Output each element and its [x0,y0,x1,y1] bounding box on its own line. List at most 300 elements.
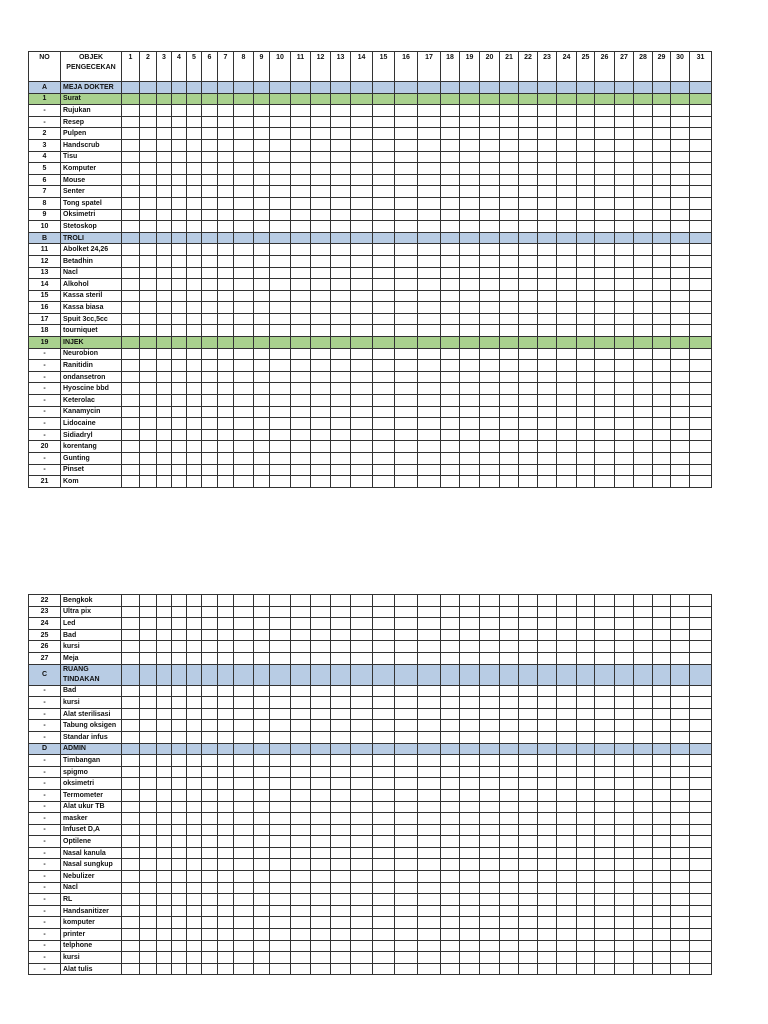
day-check-cell[interactable] [418,476,441,488]
day-check-cell[interactable] [270,871,291,883]
day-check-cell[interactable] [140,360,157,372]
day-check-cell[interactable] [557,197,577,209]
day-check-cell[interactable] [291,418,311,430]
day-check-cell[interactable] [557,824,577,836]
day-check-cell[interactable] [690,606,712,618]
day-check-cell[interactable] [140,244,157,256]
day-check-cell[interactable] [331,302,351,314]
day-check-cell[interactable] [187,395,202,407]
day-check-cell[interactable] [418,302,441,314]
day-check-cell[interactable] [557,82,577,94]
day-check-cell[interactable] [557,105,577,117]
day-check-cell[interactable] [291,244,311,256]
day-check-cell[interactable] [460,337,480,349]
day-check-cell[interactable] [373,697,395,709]
day-check-cell[interactable] [331,766,351,778]
day-check-cell[interactable] [538,279,557,291]
day-check-cell[interactable] [331,429,351,441]
day-check-cell[interactable] [615,801,634,813]
day-check-cell[interactable] [653,82,671,94]
day-check-cell[interactable] [291,664,311,685]
day-check-cell[interactable] [671,128,690,140]
day-check-cell[interactable] [331,929,351,941]
day-check-cell[interactable] [122,151,140,163]
day-check-cell[interactable] [187,429,202,441]
day-check-cell[interactable] [218,595,234,607]
day-check-cell[interactable] [595,197,615,209]
day-check-cell[interactable] [653,641,671,653]
day-check-cell[interactable] [291,186,311,198]
day-check-cell[interactable] [500,766,519,778]
day-check-cell[interactable] [634,929,653,941]
day-check-cell[interactable] [351,290,373,302]
day-check-cell[interactable] [595,337,615,349]
day-check-cell[interactable] [202,708,218,720]
day-check-cell[interactable] [500,685,519,697]
day-check-cell[interactable] [311,255,331,267]
day-check-cell[interactable] [460,940,480,952]
day-check-cell[interactable] [519,313,538,325]
day-check-cell[interactable] [254,313,270,325]
day-check-cell[interactable] [254,731,270,743]
day-check-cell[interactable] [480,697,500,709]
day-check-cell[interactable] [395,743,418,755]
day-check-cell[interactable] [615,894,634,906]
day-check-cell[interactable] [500,652,519,664]
day-check-cell[interactable] [218,789,234,801]
day-check-cell[interactable] [187,105,202,117]
day-check-cell[interactable] [460,128,480,140]
day-check-cell[interactable] [671,453,690,465]
day-check-cell[interactable] [254,629,270,641]
day-check-cell[interactable] [519,859,538,871]
day-check-cell[interactable] [519,629,538,641]
day-check-cell[interactable] [202,221,218,233]
day-check-cell[interactable] [418,221,441,233]
day-check-cell[interactable] [218,778,234,790]
day-check-cell[interactable] [202,232,218,244]
day-check-cell[interactable] [557,720,577,732]
day-check-cell[interactable] [418,836,441,848]
day-check-cell[interactable] [634,801,653,813]
day-check-cell[interactable] [291,453,311,465]
day-check-cell[interactable] [441,652,460,664]
day-check-cell[interactable] [187,859,202,871]
day-check-cell[interactable] [395,824,418,836]
day-check-cell[interactable] [331,743,351,755]
day-check-cell[interactable] [254,813,270,825]
day-check-cell[interactable] [291,720,311,732]
day-check-cell[interactable] [395,441,418,453]
day-check-cell[interactable] [140,685,157,697]
day-check-cell[interactable] [234,348,254,360]
day-check-cell[interactable] [519,348,538,360]
day-check-cell[interactable] [538,93,557,105]
day-check-cell[interactable] [254,116,270,128]
day-check-cell[interactable] [519,325,538,337]
day-check-cell[interactable] [331,720,351,732]
day-check-cell[interactable] [519,464,538,476]
day-check-cell[interactable] [157,708,172,720]
day-check-cell[interactable] [373,813,395,825]
day-check-cell[interactable] [291,105,311,117]
day-check-cell[interactable] [441,618,460,630]
day-check-cell[interactable] [690,186,712,198]
day-check-cell[interactable] [122,963,140,975]
day-check-cell[interactable] [270,476,291,488]
day-check-cell[interactable] [234,731,254,743]
day-check-cell[interactable] [441,221,460,233]
day-check-cell[interactable] [254,476,270,488]
day-check-cell[interactable] [441,476,460,488]
day-check-cell[interactable] [418,82,441,94]
day-check-cell[interactable] [595,279,615,291]
day-check-cell[interactable] [480,940,500,952]
day-check-cell[interactable] [441,464,460,476]
day-check-cell[interactable] [291,429,311,441]
day-check-cell[interactable] [351,813,373,825]
day-check-cell[interactable] [291,778,311,790]
day-check-cell[interactable] [172,847,187,859]
day-check-cell[interactable] [311,743,331,755]
day-check-cell[interactable] [311,871,331,883]
day-check-cell[interactable] [187,244,202,256]
day-check-cell[interactable] [595,595,615,607]
day-check-cell[interactable] [373,406,395,418]
day-check-cell[interactable] [157,197,172,209]
day-check-cell[interactable] [671,697,690,709]
day-check-cell[interactable] [373,139,395,151]
day-check-cell[interactable] [634,406,653,418]
day-check-cell[interactable] [595,371,615,383]
day-check-cell[interactable] [500,595,519,607]
day-check-cell[interactable] [218,963,234,975]
day-check-cell[interactable] [441,325,460,337]
day-check-cell[interactable] [615,360,634,372]
day-check-cell[interactable] [557,952,577,964]
day-check-cell[interactable] [218,871,234,883]
day-check-cell[interactable] [615,453,634,465]
day-check-cell[interactable] [254,894,270,906]
day-check-cell[interactable] [202,383,218,395]
day-check-cell[interactable] [653,963,671,975]
day-check-cell[interactable] [634,836,653,848]
day-check-cell[interactable] [351,116,373,128]
day-check-cell[interactable] [254,290,270,302]
day-check-cell[interactable] [331,209,351,221]
day-check-cell[interactable] [202,606,218,618]
day-check-cell[interactable] [595,963,615,975]
day-check-cell[interactable] [395,917,418,929]
day-check-cell[interactable] [373,418,395,430]
day-check-cell[interactable] [634,82,653,94]
day-check-cell[interactable] [254,128,270,140]
day-check-cell[interactable] [577,267,595,279]
day-check-cell[interactable] [218,813,234,825]
day-check-cell[interactable] [254,186,270,198]
day-check-cell[interactable] [351,755,373,767]
day-check-cell[interactable] [577,952,595,964]
day-check-cell[interactable] [441,940,460,952]
day-check-cell[interactable] [538,105,557,117]
day-check-cell[interactable] [460,778,480,790]
day-check-cell[interactable] [671,940,690,952]
day-check-cell[interactable] [373,929,395,941]
day-check-cell[interactable] [671,221,690,233]
day-check-cell[interactable] [351,93,373,105]
day-check-cell[interactable] [202,963,218,975]
day-check-cell[interactable] [615,859,634,871]
day-check-cell[interactable] [418,441,441,453]
day-check-cell[interactable] [577,606,595,618]
day-check-cell[interactable] [270,652,291,664]
day-check-cell[interactable] [615,197,634,209]
day-check-cell[interactable] [557,429,577,441]
day-check-cell[interactable] [671,302,690,314]
day-check-cell[interactable] [441,82,460,94]
day-check-cell[interactable] [172,232,187,244]
day-check-cell[interactable] [218,429,234,441]
day-check-cell[interactable] [595,82,615,94]
day-check-cell[interactable] [140,766,157,778]
day-check-cell[interactable] [351,418,373,430]
day-check-cell[interactable] [311,940,331,952]
day-check-cell[interactable] [172,801,187,813]
day-check-cell[interactable] [157,905,172,917]
day-check-cell[interactable] [311,290,331,302]
day-check-cell[interactable] [202,371,218,383]
day-check-cell[interactable] [595,429,615,441]
day-check-cell[interactable] [690,464,712,476]
day-check-cell[interactable] [577,383,595,395]
day-check-cell[interactable] [634,755,653,767]
day-check-cell[interactable] [441,151,460,163]
day-check-cell[interactable] [331,163,351,175]
day-check-cell[interactable] [557,664,577,685]
day-check-cell[interactable] [653,595,671,607]
day-check-cell[interactable] [270,82,291,94]
day-check-cell[interactable] [172,464,187,476]
day-check-cell[interactable] [671,720,690,732]
day-check-cell[interactable] [218,186,234,198]
day-check-cell[interactable] [671,708,690,720]
day-check-cell[interactable] [690,952,712,964]
day-check-cell[interactable] [351,801,373,813]
day-check-cell[interactable] [234,755,254,767]
day-check-cell[interactable] [395,453,418,465]
day-check-cell[interactable] [202,813,218,825]
day-check-cell[interactable] [311,629,331,641]
day-check-cell[interactable] [418,963,441,975]
day-check-cell[interactable] [538,395,557,407]
day-check-cell[interactable] [615,629,634,641]
day-check-cell[interactable] [653,929,671,941]
day-check-cell[interactable] [500,824,519,836]
day-check-cell[interactable] [202,836,218,848]
day-check-cell[interactable] [557,859,577,871]
day-check-cell[interactable] [557,279,577,291]
day-check-cell[interactable] [577,441,595,453]
day-check-cell[interactable] [634,464,653,476]
day-check-cell[interactable] [441,383,460,395]
day-check-cell[interactable] [460,917,480,929]
day-check-cell[interactable] [690,629,712,641]
day-check-cell[interactable] [519,595,538,607]
day-check-cell[interactable] [538,859,557,871]
day-check-cell[interactable] [538,82,557,94]
day-check-cell[interactable] [202,429,218,441]
day-check-cell[interactable] [187,871,202,883]
day-check-cell[interactable] [671,418,690,430]
day-check-cell[interactable] [140,940,157,952]
day-check-cell[interactable] [500,929,519,941]
day-check-cell[interactable] [234,813,254,825]
day-check-cell[interactable] [187,720,202,732]
day-check-cell[interactable] [519,406,538,418]
day-check-cell[interactable] [122,871,140,883]
day-check-cell[interactable] [615,940,634,952]
day-check-cell[interactable] [172,629,187,641]
day-check-cell[interactable] [373,186,395,198]
day-check-cell[interactable] [480,847,500,859]
day-check-cell[interactable] [634,139,653,151]
day-check-cell[interactable] [615,406,634,418]
day-check-cell[interactable] [577,917,595,929]
day-check-cell[interactable] [480,595,500,607]
day-check-cell[interactable] [480,629,500,641]
day-check-cell[interactable] [500,163,519,175]
day-check-cell[interactable] [157,418,172,430]
day-check-cell[interactable] [615,93,634,105]
day-check-cell[interactable] [187,325,202,337]
day-check-cell[interactable] [595,778,615,790]
day-check-cell[interactable] [690,429,712,441]
day-check-cell[interactable] [460,743,480,755]
day-check-cell[interactable] [331,174,351,186]
day-check-cell[interactable] [351,847,373,859]
day-check-cell[interactable] [172,441,187,453]
day-check-cell[interactable] [690,82,712,94]
day-check-cell[interactable] [595,685,615,697]
day-check-cell[interactable] [234,618,254,630]
day-check-cell[interactable] [615,371,634,383]
day-check-cell[interactable] [634,128,653,140]
day-check-cell[interactable] [254,595,270,607]
day-check-cell[interactable] [122,720,140,732]
day-check-cell[interactable] [671,813,690,825]
day-check-cell[interactable] [157,174,172,186]
day-check-cell[interactable] [653,905,671,917]
day-check-cell[interactable] [172,708,187,720]
day-check-cell[interactable] [418,641,441,653]
day-check-cell[interactable] [157,882,172,894]
day-check-cell[interactable] [331,186,351,198]
day-check-cell[interactable] [690,221,712,233]
day-check-cell[interactable] [500,105,519,117]
day-check-cell[interactable] [140,197,157,209]
day-check-cell[interactable] [395,360,418,372]
day-check-cell[interactable] [172,952,187,964]
day-check-cell[interactable] [557,186,577,198]
day-check-cell[interactable] [615,151,634,163]
day-check-cell[interactable] [140,743,157,755]
day-check-cell[interactable] [519,371,538,383]
day-check-cell[interactable] [418,418,441,430]
day-check-cell[interactable] [172,766,187,778]
day-check-cell[interactable] [577,813,595,825]
day-check-cell[interactable] [218,128,234,140]
day-check-cell[interactable] [519,847,538,859]
day-check-cell[interactable] [187,894,202,906]
day-check-cell[interactable] [395,685,418,697]
day-check-cell[interactable] [615,209,634,221]
day-check-cell[interactable] [311,139,331,151]
day-check-cell[interactable] [373,441,395,453]
day-check-cell[interactable] [690,755,712,767]
day-check-cell[interactable] [395,197,418,209]
day-check-cell[interactable] [331,418,351,430]
day-check-cell[interactable] [122,116,140,128]
day-check-cell[interactable] [671,197,690,209]
day-check-cell[interactable] [577,221,595,233]
day-check-cell[interactable] [202,418,218,430]
day-check-cell[interactable] [254,720,270,732]
day-check-cell[interactable] [480,395,500,407]
day-check-cell[interactable] [418,882,441,894]
day-check-cell[interactable] [140,406,157,418]
day-check-cell[interactable] [395,697,418,709]
day-check-cell[interactable] [218,139,234,151]
day-check-cell[interactable] [187,882,202,894]
day-check-cell[interactable] [311,116,331,128]
day-check-cell[interactable] [690,105,712,117]
day-check-cell[interactable] [671,337,690,349]
day-check-cell[interactable] [157,128,172,140]
day-check-cell[interactable] [595,476,615,488]
day-check-cell[interactable] [187,337,202,349]
day-check-cell[interactable] [577,882,595,894]
day-check-cell[interactable] [538,917,557,929]
day-check-cell[interactable] [671,244,690,256]
day-check-cell[interactable] [291,801,311,813]
day-check-cell[interactable] [519,82,538,94]
day-check-cell[interactable] [690,917,712,929]
day-check-cell[interactable] [690,685,712,697]
day-check-cell[interactable] [122,708,140,720]
day-check-cell[interactable] [460,383,480,395]
day-check-cell[interactable] [218,929,234,941]
day-check-cell[interactable] [187,302,202,314]
day-check-cell[interactable] [519,105,538,117]
day-check-cell[interactable] [373,163,395,175]
day-check-cell[interactable] [519,708,538,720]
day-check-cell[interactable] [172,221,187,233]
day-check-cell[interactable] [311,418,331,430]
day-check-cell[interactable] [441,105,460,117]
day-check-cell[interactable] [418,789,441,801]
day-check-cell[interactable] [122,952,140,964]
day-check-cell[interactable] [577,325,595,337]
day-check-cell[interactable] [538,952,557,964]
day-check-cell[interactable] [270,905,291,917]
day-check-cell[interactable] [500,360,519,372]
day-check-cell[interactable] [653,186,671,198]
day-check-cell[interactable] [595,720,615,732]
day-check-cell[interactable] [172,267,187,279]
day-check-cell[interactable] [187,755,202,767]
day-check-cell[interactable] [460,894,480,906]
day-check-cell[interactable] [122,743,140,755]
